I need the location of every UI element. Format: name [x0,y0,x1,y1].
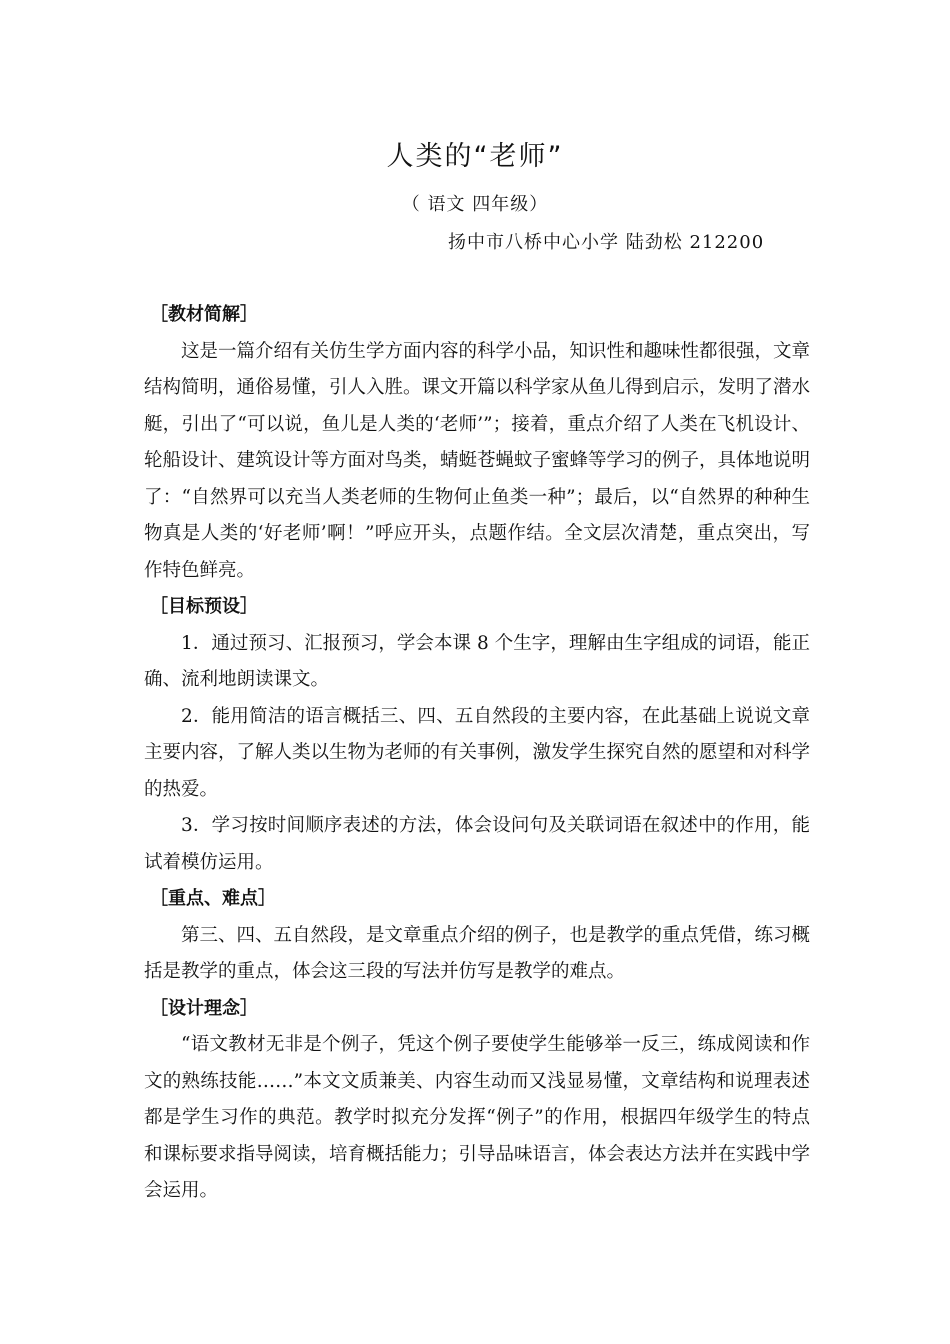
section-paragraph: “语文教材无非是个例子，凭这个例子要使学生能够举一反三，练成阅读和作文的熟练技能……”本文文质兼美、内容生动而又浅显易懂，文章结构和说理表述都是学生习作的典范。教学时拟充分发挥“例子”的作用，根据四年级学生的特点和课标要求指导阅读，培育概括能力；引导品味语言，体会表达方法并在实践中学会运用。 [144,1034,811,1201]
section-paragraph: 2．能用简洁的语言概括三、四、五自然段的主要内容，在此基础上说说文章主要内容，了解人类以生物为老师的有关事例，激发学生探究自然的愿望和对科学的热爱。 [144,705,811,800]
document-body [144,297,810,1210]
section-paragraph: 这是一篇介绍有关仿生学方面内容的科学小品，知识性和趣味性都很强，文章结构简明，通俗易懂，引人入胜。课文开篇以科学家从鱼儿得到启示，发明了潜水艇，引出了“可以说，鱼儿是人类的‘老师’”；接着，重点介绍了人类在飞机设计、轮船设计、建筑设计等方面对鸟类，蜻蜓苍蝇蚊子蜜蜂等学习的例子，具体地说明了：“自然界可以充当人类老师的生物何止鱼类一种”；最后，以“自然界的种种生物真是人类的‘好老师’啊！”呼应开头，点题作结。全文层次清楚，重点突出，写作特色鲜亮。 [144,340,811,581]
section-paragraph: 第三、四、五自然段，是文章重点介绍的例子，也是教学的重点凭借，练习概括是教学的重点，体会这三段的写法并仿写是教学的难点。 [144,924,811,982]
section-heading-goals: ［目标预设］ [150,596,258,617]
section-paragraph: 1．通过预习、汇报预习，学会本课 8 个生字，理解由生字组成的词语，能正确、流利地朗读课文。 [144,632,810,690]
section-heading-textbook-summary: ［教材简解］ [150,304,258,325]
section-heading-key-points: ［重点、难点］ [150,888,276,909]
section-heading-design-concept: ［设计理念］ [150,997,258,1019]
document-title: 人类的“老师” [386,141,564,172]
author-line: 扬中市八桥中心小学 陆劲松 212200 [448,232,765,253]
document-subtitle: （ 语文 四年级） [401,194,549,215]
section-paragraph: 3．学习按时间顺序表述的方法，体会设问句及关联词语在叙述中的作用，能试着模仿运用。 [144,815,810,873]
